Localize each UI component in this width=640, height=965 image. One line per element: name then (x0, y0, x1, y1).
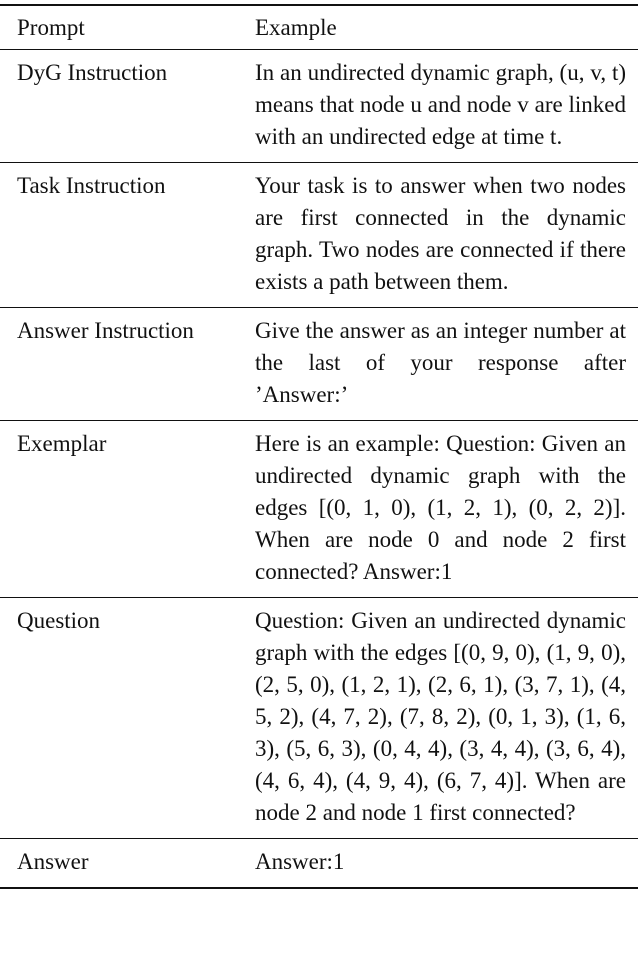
example-cell: Here is an example: Question: Given an undirected dynamic graph with the edges [(0, 1, 0), (1, 2, 1), (0, 2, 2)]. When are node 0 and node 2 first connected? Answer:1 (255, 431, 626, 584)
table-row-dyg-instruction (0, 50, 638, 163)
table-row-answer (0, 839, 638, 889)
table-row-exemplar (0, 421, 638, 598)
prompt-example-table (0, 4, 638, 889)
prompt-cell: Question (17, 608, 101, 633)
table-row-question (0, 598, 638, 839)
prompt-cell: Exemplar (17, 431, 107, 456)
example-cell: Answer:1 (255, 849, 345, 874)
prompt-cell: Answer Instruction (17, 318, 194, 343)
header-row (0, 5, 638, 50)
example-cell: Give the answer as an integer number at the last of your response after ’Answer:’ (255, 318, 626, 407)
example-cell: Question: Given an undirected dynamic graph with the edges [(0, 9, 0), (1, 9, 0), (2, 5, 0), (1, 2, 1), (2, 6, 1), (3, 7, 1), (4, 5, 2), (4, 7, 2), (7, 8, 2), (0, 1, 3), (1, 6, 3), (5, 6, 3), (0, 4, 4), (3, 4, 4), (3, 6, 4), (4, 6, 4), (4, 9, 4), (6, 7, 4)]. When are node 2 and node 1 first connected? (255, 608, 626, 825)
table-body (0, 50, 638, 889)
example-cell: Your task is to answer when two nodes are first connected in the dynamic graph. Two nodes are connected if there exists a path between them. (255, 173, 626, 294)
prompt-cell: DyG Instruction (17, 60, 168, 85)
header-prompt: Prompt (17, 15, 85, 40)
example-cell: In an undirected dynamic graph, (u, v, t) means that node u and node v are linked with an undirected edge at time t. (255, 60, 626, 149)
header-example: Example (255, 15, 337, 40)
table-row-answer-instruction (0, 308, 638, 421)
table-row-task-instruction (0, 163, 638, 308)
prompt-cell: Answer (17, 849, 89, 874)
table-header (0, 5, 638, 50)
prompt-cell: Task Instruction (17, 173, 166, 198)
